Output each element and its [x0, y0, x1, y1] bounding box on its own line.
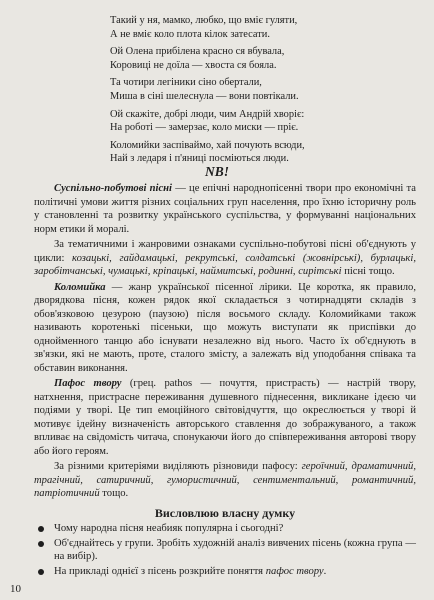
definition-text: (грец. pathos — почуття, пристрасть) — настрій твору, натхнення, пристрасне переживання душевного піднесення, викликане ідеєю чи подіями у творі. Це тип емоційного світовідчуття, що окреслюється у творі й мотивує ідейну визначеність авторського ставлення до зображуваного, а також впливає на свідомість читача, спонукаючи його до співпереживання авторові твору або його героям.	[34, 378, 416, 457]
poem-block	[110, 14, 410, 170]
poem-stanza	[110, 76, 410, 103]
pathos-kinds-list: героїчний, драматичний, трагічний, сатиричний, гумористичний, сентиментальний, романтичний, патріотичний	[34, 461, 416, 499]
question-tail: .	[323, 565, 327, 577]
poem-line: Миша в сіні шелеснула — вони повтікали.	[110, 90, 299, 102]
bullet-icon	[38, 541, 44, 547]
question-text: На прикладі однієї з пісень розкрийте поняття	[54, 565, 266, 577]
bullet-icon	[38, 569, 44, 575]
definition-text: — жанр української пісенної лірики. Це коротка, як правило, дворядкова пісня, кожен рядок якої складається з чотирнадцяти складів з обов'язковою цезурою (паузою) після восьмого складу. Коломийками також називають коротенькі пісеньки, що можуть виступати як приспівки до однойменного танцю або існувати незалежно від нього. Часто їх об'єднують в зв'язки, які не мають, проте, сталого змісту, а залежать від уподобання співака та обставин виконання.	[34, 281, 416, 374]
poem-line: Коломийки заспіваймо, хай почують всюди,	[110, 139, 305, 151]
question-item	[34, 522, 416, 536]
theory-body	[34, 182, 416, 579]
poem-line: Та чотири легіники сіно обертали,	[110, 77, 262, 89]
poem-stanza	[110, 108, 410, 135]
question-term: пафос твору	[265, 565, 324, 577]
bullet-icon	[38, 526, 44, 532]
term-social-songs: Суспільно-побутові пісні	[54, 183, 172, 194]
poem-line: На роботі — замерзає, коло миски — пріє.	[110, 122, 299, 134]
nb-heading: NB!	[204, 164, 229, 179]
question-list	[34, 522, 416, 578]
poem-line: Коровиці не доїла — хвоста ся бояла.	[110, 59, 277, 71]
definition-social-songs	[34, 182, 416, 236]
question-item	[34, 565, 416, 579]
cycles-list: козацькі, гайдамацькі, рекрутські, солдатські (жовнірські), бурлацькі, заробітчанські, чумацькі, кріпацькі, наймитські, родинні, сирітські	[34, 252, 416, 277]
pathos-kinds-end: тощо.	[99, 488, 129, 499]
definition-pathos	[34, 377, 416, 458]
definition-kolomyika	[34, 281, 416, 376]
poem-line: Най з ледаря і п'яниці посміються люди.	[110, 153, 289, 165]
question-item	[34, 537, 416, 564]
poem-stanza	[110, 14, 410, 41]
term-kolomyika: Коломийка	[54, 281, 106, 293]
cycles-intro: За тематичними і жанровими ознаками суспільно-побутові пісні об'єднують у цикли:	[34, 239, 416, 264]
poem-line: Такий у ня, мамко, любко, що вміє гуляти,	[110, 15, 298, 26]
opinion-heading: Висловлюю власну думку	[154, 505, 296, 520]
question-text: Чому народна пісня неабияк популярна і сьогодні?	[54, 523, 284, 534]
poem-stanza	[110, 45, 410, 72]
term-pathos: Пафос твору	[54, 378, 122, 389]
definition-text: — це епічні народнопісенні твори про економічні та політичні умови життя різних соціальних груп населення, про їхню історичну роль у становленні та розвитку українського суспільства, у формуванні національних норм етики й моралі.	[34, 183, 416, 235]
question-text: Об'єднайтесь у групи. Зробіть художній аналіз вивчених пісень (кожна група — на вибір).	[54, 537, 416, 562]
cycles-end: пісні тощо.	[341, 266, 395, 277]
song-cycles-paragraph	[34, 238, 416, 279]
page-number: 10	[10, 583, 21, 595]
poem-stanza	[110, 139, 410, 166]
pathos-kinds-paragraph	[34, 460, 416, 501]
poem-line: А не вміє коло плота кілок затесати.	[110, 28, 270, 40]
poem-line: Ой скажіте, добрі люди, чим Андрій хворіє:	[110, 108, 305, 120]
poem-line: Ой Олена прибілена красно ся вбувала,	[110, 46, 285, 58]
pathos-kinds-intro: За різними критеріями виділяють різновиди пафосу:	[54, 461, 302, 472]
